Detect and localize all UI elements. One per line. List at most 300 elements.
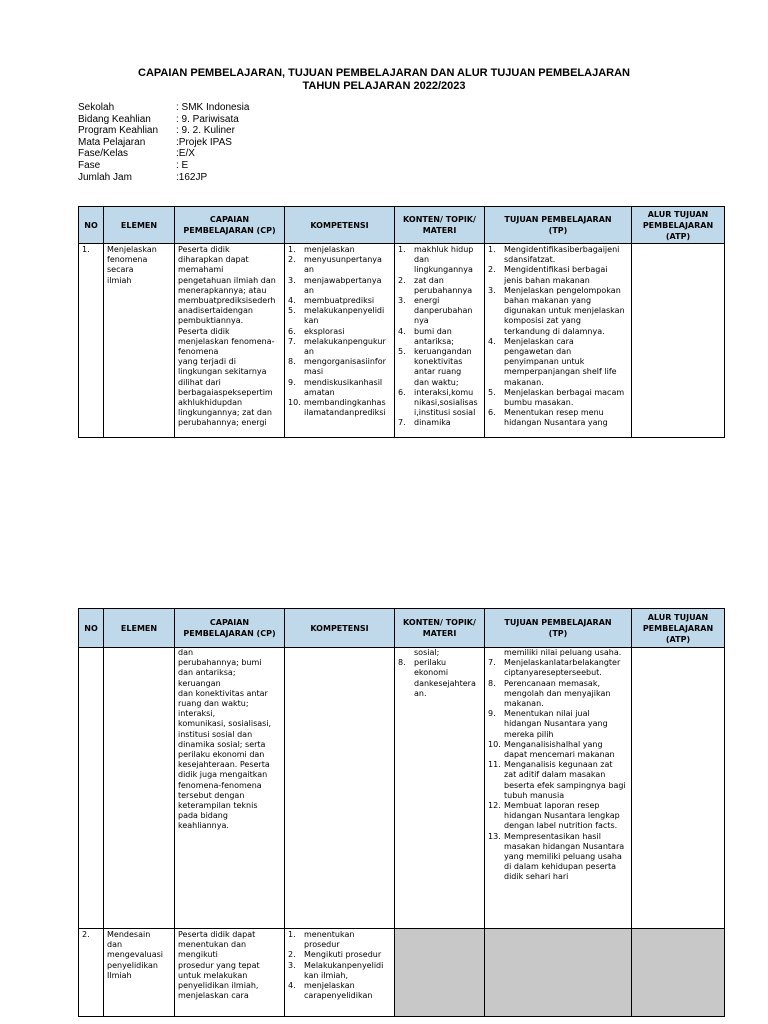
list-number: 10.	[488, 739, 501, 749]
info-label: Jumlah Jam	[78, 171, 132, 183]
list-text-line: makanan.	[504, 699, 544, 709]
cell-line: penyelidikan ilmiah,	[178, 981, 259, 991]
cell-line: yang terjadi di	[178, 357, 236, 367]
header-konten: KONTEN/ TOPIK/ MATERI	[395, 609, 485, 648]
list-text-line: menjelaskan	[304, 245, 355, 254]
list-text-line: Menjelaskan pengelompokan	[504, 285, 621, 295]
list-text-line: perubahannya	[414, 285, 473, 295]
list-text-line: i,institusi sosial	[414, 408, 476, 418]
cell-line: menerapkannya; atau	[178, 285, 267, 295]
cell-line: perubahannya; bumi	[178, 658, 262, 668]
list-number: 3.	[288, 960, 296, 970]
cell-line: Ilmiah	[107, 970, 132, 980]
list-text-line: zat aditif dalam masakan	[504, 770, 606, 780]
list-text-line: ekonomi	[414, 668, 449, 678]
list-text	[504, 337, 628, 388]
cell-line: menjelaskan cara	[178, 991, 249, 1001]
list-text-line: memiliki nilai peluang usaha.	[504, 648, 622, 657]
list-item	[288, 255, 391, 275]
cell-konten-empty	[395, 929, 485, 1017]
cell-konten	[395, 244, 485, 438]
list-text-line: Membuat laporan resep	[504, 801, 600, 811]
list-number: 4.	[288, 981, 296, 991]
numbered-list	[288, 245, 391, 418]
cell-line: memahami	[178, 265, 224, 275]
cell-line: menjelaskan fenomena-	[178, 336, 275, 346]
cell-line: pembuktiannya.	[178, 316, 244, 326]
list-item	[288, 378, 391, 398]
list-text-line: menentukan	[304, 930, 355, 939]
list-text-line: perilaku	[414, 658, 447, 668]
info-row	[78, 148, 249, 160]
list-text-line: nya	[414, 316, 429, 326]
list-text	[304, 378, 391, 398]
list-text-line: yang memiliki peluang usaha	[504, 852, 622, 862]
list-text	[504, 388, 628, 408]
list-item	[288, 357, 391, 377]
list-number: 4.	[488, 336, 496, 346]
list-text	[304, 981, 391, 1001]
list-number: 4.	[398, 326, 406, 336]
cell-no: 1.	[79, 244, 104, 438]
list-number: 6.	[488, 408, 496, 418]
info-row	[78, 125, 249, 137]
list-number: 6.	[398, 387, 406, 397]
list-number: 10.	[288, 398, 301, 408]
list-text-line: Menjelaskan cara	[504, 336, 574, 346]
list-text-line: hidangan Nusantara yang	[504, 418, 608, 428]
list-text	[414, 296, 481, 327]
table-row	[79, 648, 725, 929]
list-text	[304, 357, 391, 377]
list-text	[414, 648, 481, 658]
list-number: 7.	[288, 336, 296, 346]
list-text	[414, 658, 481, 699]
cell-line: perilaku ekonomi dan	[178, 750, 265, 760]
list-text-line: an	[304, 347, 314, 357]
list-item	[288, 981, 391, 1001]
list-number: 8.	[398, 658, 406, 668]
list-text	[504, 286, 628, 337]
list-number: 13.	[488, 831, 501, 841]
cell-elemen	[104, 244, 175, 438]
cell-line: dilihat dari	[178, 377, 221, 387]
list-text-line: komposisi zat yang	[504, 316, 581, 326]
header-kompetensi: KOMPETENSI	[285, 207, 395, 244]
list-text-line: menjelaskan	[304, 981, 355, 991]
info-value: : E	[176, 159, 189, 171]
list-text-line: sdansifatzat.	[504, 255, 556, 265]
numbered-list	[488, 245, 628, 429]
cell-line: mengevaluasi	[107, 950, 164, 960]
cell-kompetensi	[285, 929, 395, 1017]
list-item	[488, 679, 628, 710]
info-row	[78, 172, 249, 184]
info-value: :162JP	[176, 171, 208, 183]
list-text-line: mereka pilih	[504, 729, 554, 739]
list-item	[488, 286, 628, 337]
list-text-line: mengorganisasiinfor	[304, 357, 386, 367]
list-text-line: Menjelaskan berbagai macam	[504, 387, 625, 397]
list-number: 9.	[488, 709, 496, 719]
list-text	[304, 327, 391, 337]
cell-line: interaksi,	[178, 709, 216, 719]
list-text-line: eksplorasi	[304, 326, 345, 336]
list-text-line: energi	[414, 296, 440, 306]
list-text-line: membuatprediksi	[304, 296, 375, 306]
cell-tp-empty	[485, 929, 632, 1017]
list-text-line: jenis bahan makanan	[504, 275, 590, 285]
list-number: 7.	[488, 658, 496, 668]
list-item	[398, 296, 481, 327]
list-text-line: penyimpanan untuk	[504, 357, 585, 367]
info-label: Fase/Kelas	[78, 148, 129, 160]
list-text-line: masakan hidangan Nusantara	[504, 841, 625, 851]
list-text-line: menyusunpertanya	[304, 255, 382, 265]
list-number: 1.	[288, 930, 296, 939]
list-text-line: digunakan untuk menjelaskan	[504, 306, 625, 316]
list-text-line: hidangan Nusantara lengkap	[504, 811, 620, 821]
list-text-line: mendiskusikanhasil	[304, 377, 383, 387]
cell-line: mengikuti	[178, 950, 218, 960]
cell-line: ruang dan waktu;	[178, 699, 249, 709]
cell-no: 2.	[79, 929, 104, 1017]
table-page-2	[78, 608, 725, 1017]
list-text-line: Menjelaskanlatarbelakangter	[504, 658, 621, 668]
list-number: 2.	[488, 265, 496, 275]
list-text-line: terkandung di dalamnya.	[504, 326, 605, 336]
list-item	[288, 296, 391, 306]
header-atp: ALUR TUJUAN PEMBELAJARAN (ATP)	[632, 609, 725, 648]
document-subtitle: TAHUN PELAJARAN 2022/2023	[302, 80, 466, 92]
cell-line: fenomena	[107, 255, 148, 265]
list-text	[414, 327, 481, 347]
list-text	[304, 255, 391, 275]
cell-line: Peserta didik	[178, 245, 230, 254]
list-item	[398, 418, 481, 428]
cell-line: Peserta didik dapat	[178, 930, 256, 939]
list-item	[488, 388, 628, 408]
list-number: 4.	[288, 296, 296, 306]
list-text	[504, 265, 628, 285]
list-text-line: menjawabpertanya	[304, 275, 382, 285]
list-number: 6.	[288, 326, 296, 336]
list-item	[488, 801, 628, 832]
cell-kompetensi	[285, 244, 395, 438]
list-text	[414, 276, 481, 296]
list-text	[504, 760, 628, 801]
list-text-line: didik sehari hari	[504, 872, 569, 882]
list-number: 3.	[488, 285, 496, 295]
cell-line: diharapkan dapat	[178, 255, 249, 265]
list-item	[288, 306, 391, 326]
cell-cp	[175, 244, 285, 438]
list-text-line: dan waktu;	[414, 377, 459, 387]
list-number: 1.	[398, 245, 406, 254]
list-text-line: Menganalisis kegunaan zat	[504, 760, 613, 770]
cell-atp	[632, 244, 725, 438]
list-text	[504, 709, 628, 740]
table-header	[79, 609, 725, 648]
list-item	[288, 276, 391, 296]
header-no: NO	[79, 207, 104, 244]
list-text	[304, 296, 391, 306]
cell-line: perubahannya; energi	[178, 418, 267, 428]
header-elemen: ELEMEN	[104, 609, 175, 648]
cell-line: anadisertaidengan	[178, 306, 253, 316]
list-text-line: an	[304, 285, 314, 295]
numbered-list	[488, 648, 628, 883]
list-number: 5.	[488, 387, 496, 397]
cell-line: ilmiah	[107, 275, 132, 285]
header-elemen: ELEMEN	[104, 207, 175, 244]
list-text	[414, 347, 481, 388]
document-title: CAPAIAN PEMBELAJARAN, TUJUAN PEMBELAJARAN DAN ALUR TUJUAN PEMBELAJARAN	[138, 67, 630, 79]
info-label: Mata Pelajaran	[78, 136, 146, 148]
list-number: 1.	[488, 245, 496, 254]
cell-line: lingkungannya; zat dan	[178, 408, 272, 418]
cell-line: dan	[107, 940, 123, 950]
info-row	[78, 137, 249, 149]
cell-elemen	[104, 648, 175, 929]
info-value: : SMK Indonesia	[176, 102, 250, 113]
list-text-line: di dalam kehidupan peserta	[504, 862, 617, 872]
list-number: 7.	[398, 418, 406, 428]
table-header	[79, 207, 725, 244]
list-text-line: carapenyelidikan	[304, 991, 373, 1001]
header-no: NO	[79, 609, 104, 648]
info-row	[78, 102, 249, 114]
list-item	[488, 760, 628, 801]
list-text-line: dinamika	[414, 418, 451, 428]
list-text-line: melakukanpenyelidi	[304, 306, 385, 316]
cell-line: berbagaiaspeksepertim	[178, 387, 273, 397]
list-number: 1.	[288, 245, 296, 254]
info-label: Sekolah	[78, 102, 115, 113]
list-number: 5.	[288, 306, 296, 316]
cell-line: pada bidang	[178, 811, 228, 821]
list-text-line: melakukanpengukur	[304, 336, 386, 346]
list-item	[398, 648, 481, 658]
list-text	[304, 245, 391, 255]
list-item	[288, 337, 391, 357]
cell-line: prosedur yang tepat	[178, 960, 260, 970]
cell-line: untuk melakukan	[178, 970, 248, 980]
cell-line: didik juga mengaitkan	[178, 770, 268, 780]
list-item	[488, 740, 628, 760]
list-text-line: Perencanaan memasak,	[504, 678, 601, 688]
list-text-line: dengan label nutrition facts.	[504, 821, 618, 831]
list-text	[504, 679, 628, 710]
cell-line: institusi sosial dan	[178, 729, 253, 739]
cell-line: menentukan dan	[178, 940, 247, 950]
list-text-line: Menentukan nilai jual	[504, 709, 590, 719]
list-text	[304, 950, 391, 960]
list-text-line: keruangandan	[414, 347, 472, 357]
list-text	[504, 801, 628, 832]
header-cp: CAPAIAN PEMBELAJARAN (CP)	[175, 207, 285, 244]
list-text	[304, 961, 391, 981]
info-value: :Projek IPAS	[176, 136, 232, 148]
list-number: 9.	[288, 377, 296, 387]
list-text-line: bahan makanan yang	[504, 296, 592, 306]
list-number: 8.	[488, 678, 496, 688]
list-text-line: Mempresentasikan hasil	[504, 831, 601, 841]
list-text	[414, 388, 481, 419]
list-number: 5.	[398, 347, 406, 357]
list-text-line: ilamatandanprediksi	[304, 408, 386, 418]
cell-line: keruangan	[178, 678, 221, 688]
list-text-line: konektivitas	[414, 357, 463, 367]
info-label: Program Keahlian	[78, 125, 159, 137]
list-text	[504, 648, 628, 658]
cell-line: fenomena	[178, 347, 219, 357]
list-item	[488, 648, 628, 658]
list-item	[488, 658, 628, 678]
list-text	[504, 658, 628, 678]
list-text-line: antar ruang	[414, 367, 462, 377]
list-number	[398, 648, 414, 658]
list-text-line: kan	[304, 316, 319, 326]
cell-cp	[175, 648, 285, 929]
list-text-line: dankesejahtera	[414, 678, 476, 688]
list-text-line: prosedur	[304, 940, 340, 950]
cell-no	[79, 648, 104, 929]
list-number: 2.	[288, 950, 296, 960]
list-item	[288, 930, 391, 950]
list-item	[488, 408, 628, 428]
cell-tp	[485, 648, 632, 929]
cell-line: Menjelaskan	[107, 245, 157, 254]
list-item	[288, 245, 391, 255]
cell-cp	[175, 929, 285, 1017]
numbered-list	[398, 648, 481, 699]
cell-konten	[395, 648, 485, 929]
list-item	[288, 327, 391, 337]
identity-block	[78, 102, 249, 183]
cell-line: Mendesain	[107, 930, 151, 939]
list-text-line: dapat mencemari makanan	[504, 750, 615, 760]
list-number: 3.	[398, 296, 406, 306]
cell-elemen	[104, 929, 175, 1017]
list-text-line: danperubahan	[414, 306, 473, 316]
header-atp: ALUR TUJUAN PEMBELAJARAN (ATP)	[632, 207, 725, 244]
numbered-list	[398, 245, 481, 429]
list-text-line: lingkungannya	[414, 265, 473, 275]
list-text-line: Mengikuti prosedur	[304, 950, 382, 960]
list-text-line: masi	[304, 367, 324, 377]
cell-tp	[485, 244, 632, 438]
table-row	[79, 929, 725, 1017]
list-text-line: zat dan	[414, 275, 444, 285]
list-text-line: bumi dan	[414, 326, 452, 336]
cell-kompetensi	[285, 648, 395, 929]
list-text-line: antariksa;	[414, 336, 454, 346]
numbered-list	[288, 930, 391, 1001]
list-text-line: an.	[414, 688, 427, 698]
list-item	[398, 347, 481, 388]
list-item	[398, 276, 481, 296]
cell-line: Peserta didik	[178, 326, 230, 336]
cell-line: pengetahuan ilmiah dan	[178, 275, 276, 285]
info-value: :E/X	[176, 148, 195, 160]
list-text-line: sosial;	[414, 648, 440, 657]
list-number: 3.	[288, 275, 296, 285]
cell-line: keterampilan teknis	[178, 801, 258, 811]
list-number: 2.	[288, 255, 296, 265]
cell-line: dan konektivitas antar	[178, 688, 268, 698]
header-tp: TUJUAN PEMBELAJARAN (TP)	[485, 609, 632, 648]
list-text-line: mengolah dan menyajikan	[504, 688, 611, 698]
info-label: Bidang Keahlian	[78, 113, 151, 125]
list-text-line: Menganalisishalhal yang	[504, 739, 603, 749]
list-text-line: beserta efek sampingnya bagi	[504, 780, 626, 790]
table-row	[79, 244, 725, 438]
list-text	[304, 930, 391, 950]
list-text-line: membandingkanhas	[304, 398, 386, 408]
list-text-line: makanan.	[504, 377, 544, 387]
header-tp: TUJUAN PEMBELAJARAN (TP)	[485, 207, 632, 244]
header-cp: CAPAIAN PEMBELAJARAN (CP)	[175, 609, 285, 648]
info-value: : 9. Pariwisata	[176, 113, 239, 125]
cell-line: komunikasi, sosialisasi,	[178, 719, 272, 729]
cell-line: fenomena-fenomena	[178, 780, 262, 790]
info-label: Fase	[78, 159, 101, 171]
list-number: 11.	[488, 760, 501, 770]
list-text-line: pengawetan dan	[504, 347, 572, 357]
cell-line: lingkungan sekitarnya	[178, 367, 267, 377]
cell-line: akhlukhidupdan	[178, 398, 243, 408]
cell-line: dan antariksa;	[178, 668, 236, 678]
list-text	[504, 245, 628, 265]
info-row	[78, 114, 249, 126]
list-text-line: amatan	[304, 387, 335, 397]
list-number	[488, 648, 504, 658]
list-text-line: interaksi,komu	[414, 387, 474, 397]
cell-line: penyelidikan	[107, 960, 158, 970]
cell-line: kesejahteraan. Peserta	[178, 760, 270, 770]
list-text-line: ciptanyaresepterseebut.	[504, 668, 602, 678]
list-text-line: nikasi,sosialisas	[414, 398, 478, 408]
list-text	[304, 276, 391, 296]
table-page-1	[78, 206, 725, 438]
list-text	[504, 740, 628, 760]
cell-atp	[632, 648, 725, 929]
list-text-line: an	[304, 265, 314, 275]
list-text-line: Mengidentifikasiberbagaijeni	[504, 245, 620, 254]
list-number: 8.	[288, 357, 296, 367]
list-item	[288, 398, 391, 418]
list-text-line: bumbu masakan.	[504, 398, 574, 408]
cell-line: dinamika sosial; serta	[178, 739, 266, 749]
list-text	[504, 408, 628, 428]
cell-line: membuatprediksisederh	[178, 296, 276, 306]
header-kompetensi: KOMPETENSI	[285, 609, 395, 648]
list-text-line: Menentukan resep menu	[504, 408, 604, 418]
list-item	[288, 950, 391, 960]
list-text-line: kan ilmiah,	[304, 970, 348, 980]
list-text-line: makhluk hidup	[414, 245, 474, 254]
list-text	[414, 418, 481, 428]
cell-atp-empty	[632, 929, 725, 1017]
list-item	[488, 337, 628, 388]
list-text	[504, 832, 628, 883]
list-item	[488, 245, 628, 265]
list-item	[398, 327, 481, 347]
list-item	[288, 961, 391, 981]
list-text-line: memperpanjangan shelf life	[504, 367, 617, 377]
list-number: 12.	[488, 801, 501, 811]
